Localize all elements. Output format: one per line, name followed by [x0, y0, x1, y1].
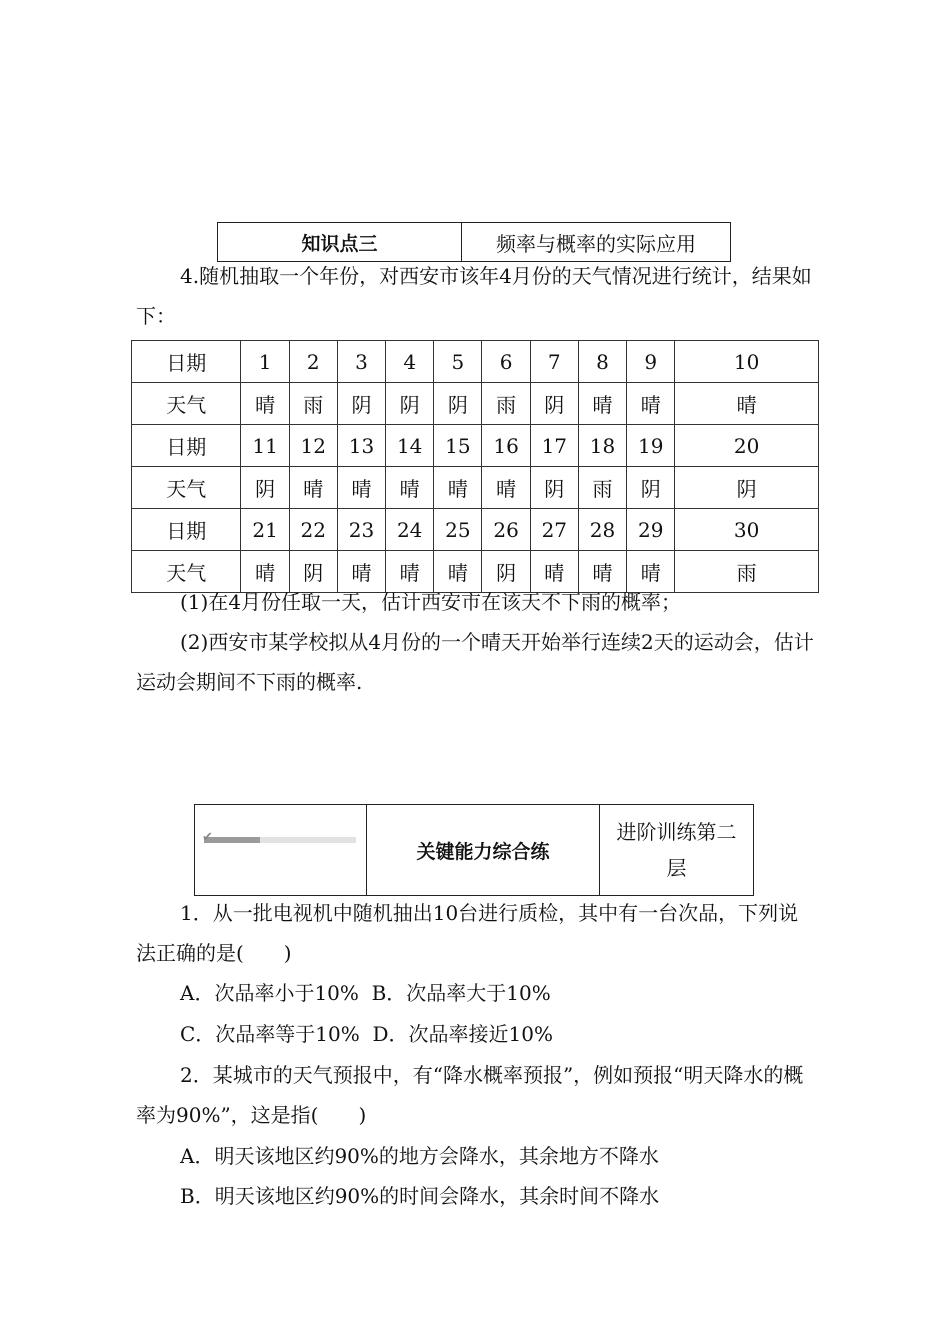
section-level: 进阶训练第二层 [616, 820, 737, 880]
table-cell: 28 [578, 509, 626, 551]
table-cell: 晴 [337, 551, 385, 593]
row-header-cell: 日期 [132, 509, 241, 551]
table-cell: 10 [675, 341, 819, 383]
table-cell: 8 [578, 341, 626, 383]
table-cell: 5 [434, 341, 482, 383]
knowledge-point-label: 知识点三 [218, 223, 462, 261]
table-cell: 14 [386, 425, 434, 467]
table-cell: 25 [434, 509, 482, 551]
question-1-options-ab: A．次品率小于10% B．次品率大于10% [180, 981, 551, 1005]
table-cell: 阴 [337, 383, 385, 425]
table-cell: 晴 [337, 467, 385, 509]
table-row [132, 467, 819, 509]
row-header-cell: 天气 [132, 467, 241, 509]
table-cell: 26 [482, 509, 530, 551]
table-cell: 11 [241, 425, 289, 467]
table-cell: 阴 [675, 467, 819, 509]
table-cell: 晴 [434, 551, 482, 593]
table-cell: 晴 [578, 551, 626, 593]
knowledge-point-topic: 频率与概率的实际应用 [496, 231, 696, 256]
table-cell: 阴 [434, 383, 482, 425]
row-header-cell: 日期 [132, 425, 241, 467]
table-cell: 29 [627, 509, 675, 551]
question-1-stem: 1．从一批电视机中随机抽出10台进行质检，其中有一台次品，下列说法正确的是( ) [136, 901, 799, 965]
table-cell: 晴 [675, 383, 819, 425]
question-1-options-cd: C．次品率等于10% D．次品率接近10% [180, 1022, 553, 1046]
row-header-cell: 日期 [132, 341, 241, 383]
question-2-option-b: B．明天该地区约90%的时间会降水，其余时间不降水 [180, 1184, 660, 1208]
question-2-option-a: A．明天该地区约90%的地方会降水，其余地方不降水 [180, 1144, 659, 1168]
row-header-cell: 天气 [132, 551, 241, 593]
table-cell: 雨 [289, 383, 337, 425]
table-cell: 16 [482, 425, 530, 467]
table-cell: 12 [289, 425, 337, 467]
table-cell: 雨 [675, 551, 819, 593]
section-title: 关键能力综合练 [367, 805, 600, 895]
table-cell: 20 [675, 425, 819, 467]
table-cell: 2 [289, 341, 337, 383]
table-cell: 雨 [482, 383, 530, 425]
table-cell: 21 [241, 509, 289, 551]
table-cell: 晴 [627, 383, 675, 425]
table-cell: 阴 [530, 383, 578, 425]
table-cell: 阴 [482, 551, 530, 593]
table-cell: 6 [482, 341, 530, 383]
table-cell: 晴 [434, 467, 482, 509]
question-4-part-1: (1)在4月份任取一天，估计西安市在该天不下雨的概率； [180, 590, 682, 614]
table-row [132, 425, 819, 467]
progress-cell [195, 805, 367, 895]
table-cell: 晴 [386, 551, 434, 593]
table-cell: 雨 [578, 467, 626, 509]
table-cell: 晴 [482, 467, 530, 509]
table-cell: 27 [530, 509, 578, 551]
table-cell: 17 [530, 425, 578, 467]
table-cell: 22 [289, 509, 337, 551]
question-4-intro: 4.随机抽取一个年份，对西安市该年4月份的天气情况进行统计，结果如下： [136, 264, 812, 328]
table-cell: 30 [675, 509, 819, 551]
weather-table [131, 340, 819, 593]
row-header-cell: 天气 [132, 383, 241, 425]
table-cell: 晴 [289, 467, 337, 509]
table-cell: 晴 [241, 551, 289, 593]
table-cell: 阴 [386, 383, 434, 425]
table-cell: 19 [627, 425, 675, 467]
table-row [132, 383, 819, 425]
table-cell: 7 [530, 341, 578, 383]
table-cell: 阴 [530, 467, 578, 509]
table-cell: 9 [627, 341, 675, 383]
table-cell: 23 [337, 509, 385, 551]
table-cell: 阴 [241, 467, 289, 509]
question-2-stem: 2．某城市的天气预报中，有“降水概率预报”，例如预报“明天降水的概率为90%”，这是指( ) [136, 1063, 804, 1127]
section-header [194, 804, 754, 896]
table-cell: 13 [337, 425, 385, 467]
table-cell: 15 [434, 425, 482, 467]
table-cell: 晴 [386, 467, 434, 509]
table-cell: 4 [386, 341, 434, 383]
table-cell: 晴 [627, 551, 675, 593]
table-cell: 18 [578, 425, 626, 467]
table-cell: 1 [241, 341, 289, 383]
table-cell: 晴 [241, 383, 289, 425]
table-cell: 晴 [530, 551, 578, 593]
table-row [132, 509, 819, 551]
table-cell: 3 [337, 341, 385, 383]
table-row [132, 341, 819, 383]
table-cell: 阴 [627, 467, 675, 509]
table-cell: 晴 [578, 383, 626, 425]
table-cell: 24 [386, 509, 434, 551]
question-4-part-2: (2)西安市某学校拟从4月份的一个晴天开始举行连续2天的运动会，估计运动会期间不下雨的概率. [136, 630, 814, 694]
checkmark-icon: ✔ [202, 830, 213, 845]
table-cell: 阴 [289, 551, 337, 593]
